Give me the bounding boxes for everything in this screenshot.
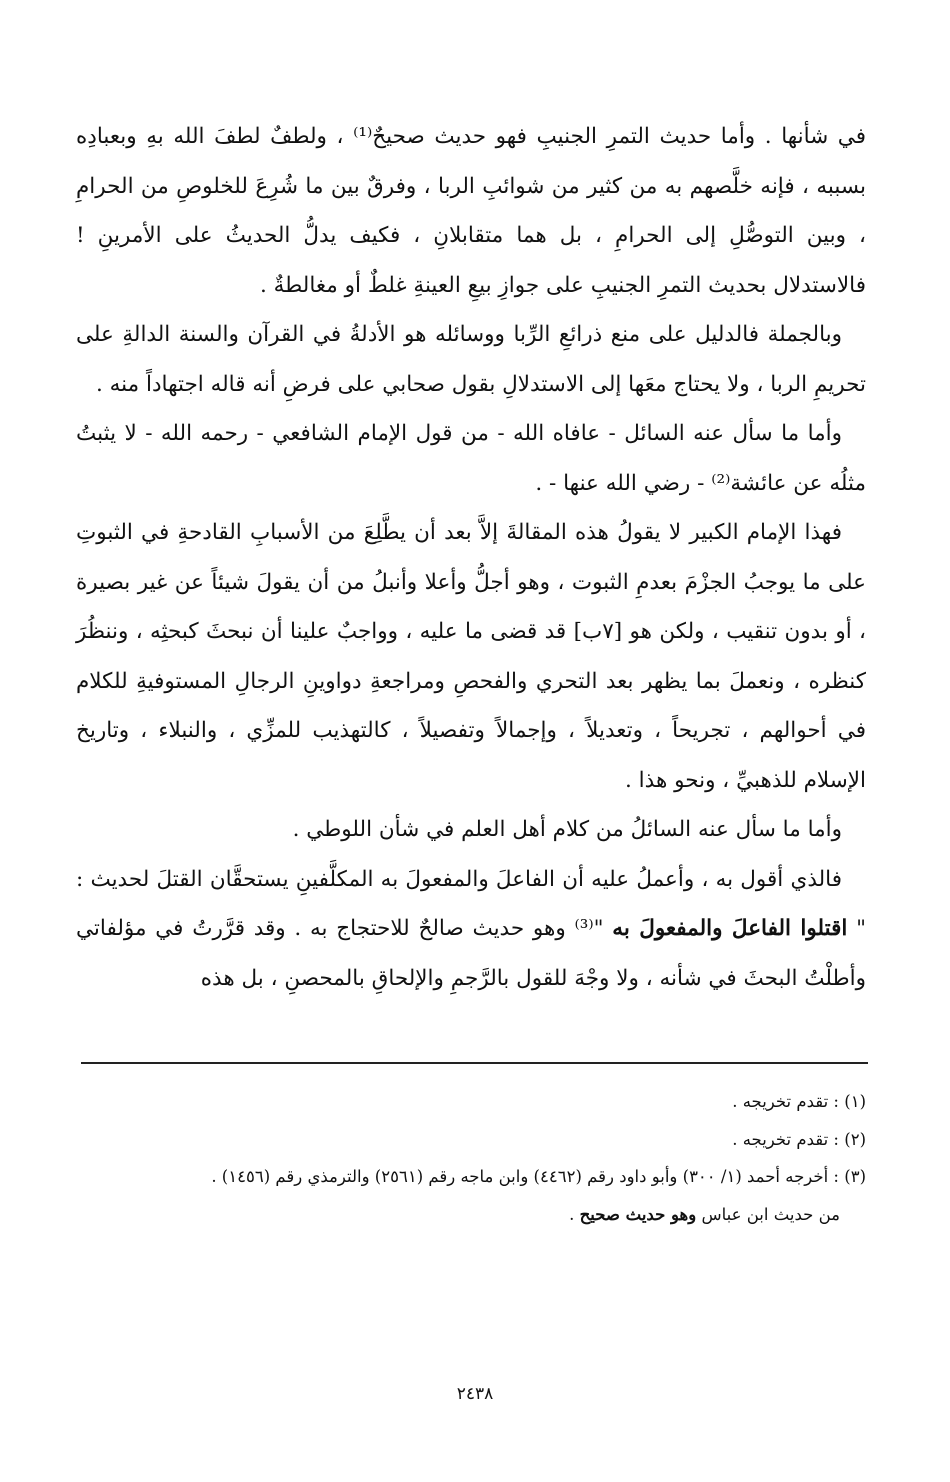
footnote-3-source: من حديث ابن عباس bbox=[696, 1204, 840, 1224]
hadith-quote: اقتلوا الفاعلَ والمفعولَ به bbox=[612, 916, 848, 941]
footnotes-block bbox=[76, 1083, 866, 1233]
footnote-3: (٣) : أخرجه أحمد (١/ ٣٠٠) وأبو داود رقم (٤٤٦٢) وابن ماجه رقم (٢٥٦١) والترمذي رقم (١٤٥٦) . bbox=[211, 1167, 866, 1186]
footnote-1: (١) : تقدم تخريجه . bbox=[732, 1092, 866, 1111]
paragraph-1: في شأنها . وأما حديث التمرِ الجنيبِ فهو حديث صحيحٌ⁽¹⁾ ، ولطفٌ لطفَ الله بهِ وبعبادِه بسببه ، فإنه خلَّصهم به من كثير من شوائبِ الربا ، وفرقٌ بين ما شُرِعَ للخلوصِ من الحرامِ ، وبين التوصُّلِ إلى الحرامِ ، بل هما متقابلانِ ، فكيف يدلُّ الحديثُ على الأمرينِ ! فالاستدلال بحديث التمرِ الجنيبِ على جوازِ بيعِ العينةِ غلطٌ أو مغالطةٌ . bbox=[76, 124, 867, 298]
paragraph-6-start: فالذي أقول به ، وأعملُ عليه أن الفاعلَ والمفعولَ به المكلَّفينِ يستحقَّان القتلَ لحديث : " bbox=[76, 866, 866, 941]
footnote-divider bbox=[81, 1062, 868, 1064]
footnote-3-end: . bbox=[569, 1204, 580, 1224]
footnote-3-grade: وهو حديث صحيح bbox=[579, 1204, 697, 1224]
footnote-3-continuation bbox=[76, 1196, 866, 1234]
footnote-2: (٢) : تقدم تخريجه . bbox=[732, 1129, 866, 1149]
paragraph-6 bbox=[76, 855, 866, 1004]
paragraph-4: فهذا الإمام الكبير لا يقولُ هذه المقالةَ إلاَّ بعد أن يطَّلِعَ من الأسبابِ القادحةِ في الثبوتِ على ما يوجبُ الجزْمَ بعدمِ الثبوت ، وهو أجلُّ وأعلا وأنبلُ من أن يقولَ شيئاً عن غير بصيرة ، أو بدون تنقيب ، ولكن هو [٧ب] قد قضى ما عليه ، وواجبٌ علينا أن نبحثَ كبحثِه ، وننظُرَ كنظره ، ونعملَ بما يظهر بعد التحري والفحصِ ومراجعةِ دواوينِ الرجالِ المستوفيةِ للكلام في أحوالهم ، تجريحاً ، وتعديلاً ، وإجمالاً وتفصيلاً ، كالتهذيب للمزِّي ، والنبلاء ، وتاريخ الإسلام للذهبيِّ ، ونحو هذا . bbox=[76, 520, 866, 793]
paragraph-6-end: "⁽³⁾ وهو حديث صالحٌ للاحتجاج به . وقد قرَّرتُ في مؤلفاتي وأطلْتُ البحثَ في شأنه ، ولا وجْهَ للقول بالرَّجمِ والإلحاقِ بالمحصنِ ، بل هذه bbox=[76, 916, 866, 991]
paragraph-3: وأما ما سأل عنه السائل - عافاه الله - من قول الإمام الشافعي - رحمه الله - لا يثبتُ مثلُه عن عائشة⁽²⁾ - رضي الله عنها - . bbox=[76, 421, 866, 496]
page-number: ٢٤٣٨ bbox=[456, 1384, 494, 1404]
main-text-block bbox=[76, 112, 866, 1003]
paragraph-5: وأما ما سأل عنه السائلُ من كلام أهل العلم في شأن اللوطي . bbox=[292, 817, 842, 842]
paragraph-2: وبالجملة فالدليل على منع ذرائعِ الرِّبا ووسائله هو الأدلةُ في القرآن والسنة الدالةِ على تحريمِ الربا ، ولا يحتاج معَها إلى الاستدلالِ بقول صحابي على فرضِ أنه قاله اجتهاداً منه . bbox=[76, 322, 866, 397]
